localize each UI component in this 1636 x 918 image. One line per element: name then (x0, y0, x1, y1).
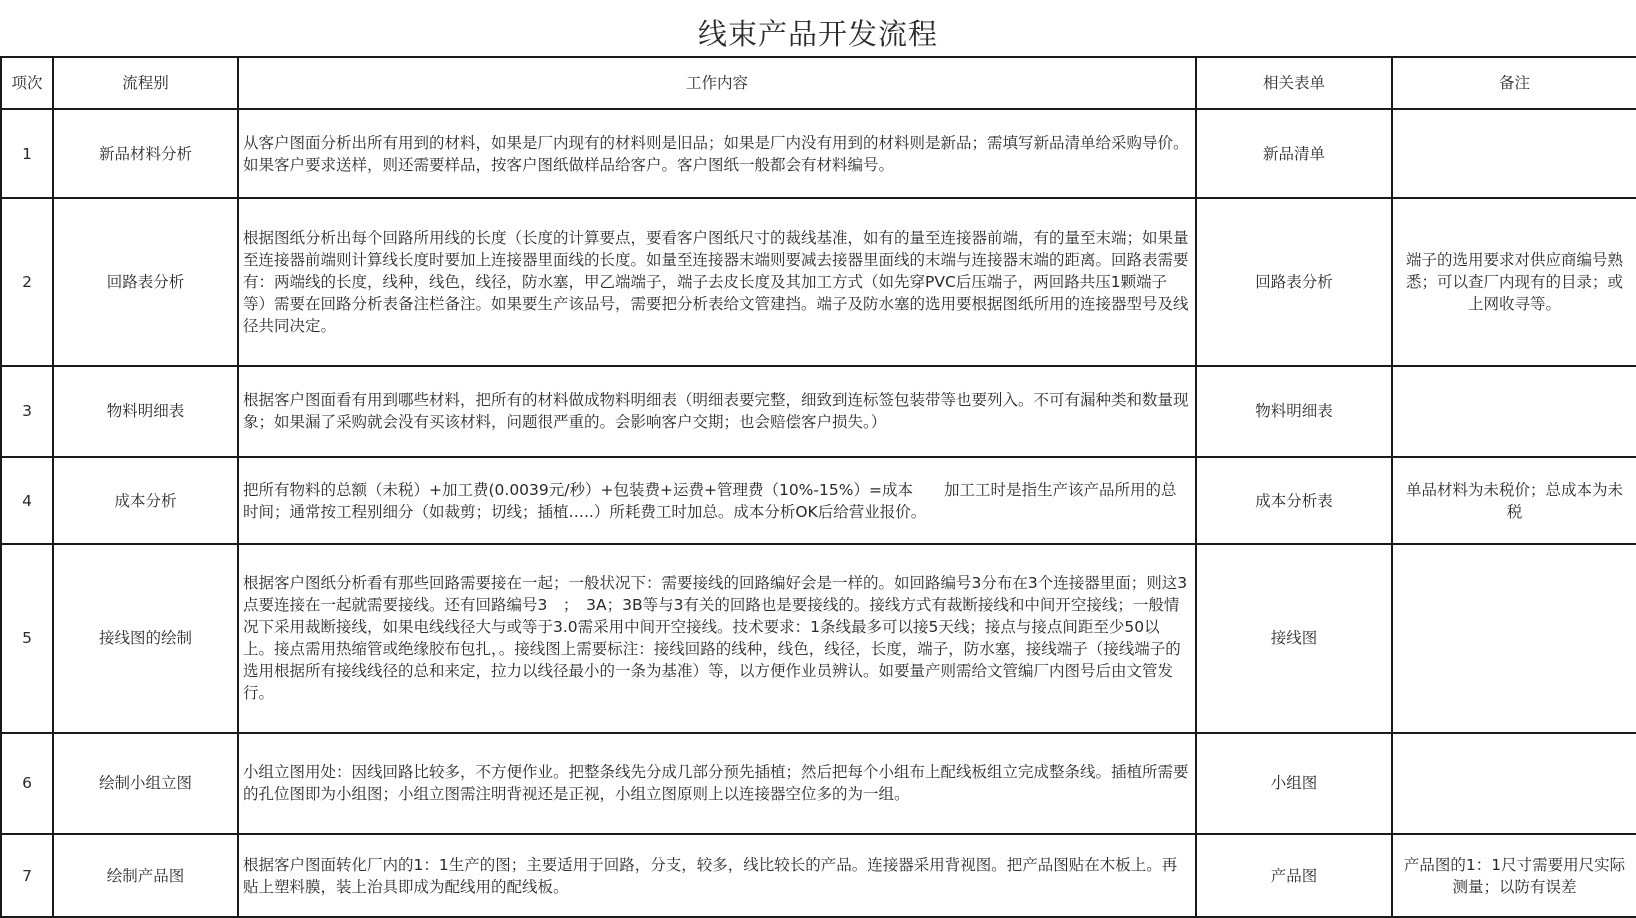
table-row (1, 457, 1636, 544)
row-forms: 小组图 (1196, 733, 1392, 835)
row-process: 回路表分析 (53, 198, 238, 366)
header-forms: 相关表单 (1196, 57, 1392, 109)
row-remarks (1392, 733, 1636, 835)
header-index: 项次 (1, 57, 53, 109)
row-remarks (1392, 544, 1636, 733)
table-row (1, 544, 1636, 733)
header-process: 流程别 (53, 57, 238, 109)
row-content: 把所有物料的总额（未税）+加工费(0.0039元/秒）+包装费+运费+管理费（10%-15%）=成本 加工工时是指生产该产品所用的总时间；通常按工程别细分（如裁剪；切线；插植…..）所耗费工时加总。成本分析OK后给营业报价。 (238, 457, 1196, 544)
row-forms: 新品清单 (1196, 109, 1392, 198)
row-forms: 接线图 (1196, 544, 1392, 733)
row-index: 3 (1, 366, 53, 457)
row-process: 成本分析 (53, 457, 238, 544)
table-row (1, 733, 1636, 835)
row-content: 根据客户图纸分析看有那些回路需要接在一起；一般状况下：需要接线的回路编好会是一样的。如回路编号3分布在3个连接器里面；则这3点要连接在一起就需要接线。还有回路编号3 ； 3A；3B等与3有关的回路也是要接线的。接线方式有裁断接线和中间开空接线；一般情况下采用裁断接线，如果电线线径大与或等于3.0需采用中间开空接线。技术要求：1条线最多可以接5天线；接点与接点间距至少50以上。接点需用热缩管或绝缘胶布包扎，。接线图上需要标注：接线回路的线种，线色，线径，长度，端子，防水塞，接线端子（接线端子的选用根据所有接线线径的总和来定，拉力以线径最小的一条为基准）等，以方便作业员辨认。如要量产则需给文管编厂内图号后由文管发行。 (238, 544, 1196, 733)
row-process: 绘制产品图 (53, 834, 238, 917)
row-index: 7 (1, 834, 53, 917)
row-process: 物料明细表 (53, 366, 238, 457)
row-remarks (1392, 109, 1636, 198)
header-row (1, 57, 1636, 109)
row-forms: 回路表分析 (1196, 198, 1392, 366)
header-content: 工作内容 (238, 57, 1196, 109)
row-forms: 产品图 (1196, 834, 1392, 917)
table-row (1, 109, 1636, 198)
row-process: 绘制小组立图 (53, 733, 238, 835)
row-content: 小组立图用处：因线回路比较多，不方便作业。把整条线先分成几部分预先插植；然后把每个小组布上配线板组立完成整条线。插植所需要的孔位图即为小组图；小组立图需注明背视还是正视，小组立图原则上以连接器空位多的为一组。 (238, 733, 1196, 835)
header-remarks: 备注 (1392, 57, 1636, 109)
row-index: 1 (1, 109, 53, 198)
row-forms: 成本分析表 (1196, 457, 1392, 544)
row-remarks: 产品图的1：1尺寸需要用尺实际测量；以防有误差 (1392, 834, 1636, 917)
table-row (1, 366, 1636, 457)
row-process: 接线图的绘制 (53, 544, 238, 733)
row-index: 5 (1, 544, 53, 733)
process-table (0, 56, 1636, 918)
row-content: 根据客户图面转化厂内的1：1生产的图；主要适用于回路，分支，较多，线比较长的产品。连接器采用背视图。把产品图贴在木板上。再贴上塑料膜，装上治具即成为配线用的配线板。 (238, 834, 1196, 917)
row-content: 从客户图面分析出所有用到的材料，如果是厂内现有的材料则是旧品；如果是厂内没有用到的材料则是新品；需填写新品清单给采购导价。如果客户要求送样，则还需要样品，按客户图纸做样品给客户。客户图纸一般都会有材料编号。 (238, 109, 1196, 198)
page-title: 线束产品开发流程 (697, 17, 938, 51)
row-remarks (1392, 366, 1636, 457)
row-process: 新品材料分析 (53, 109, 238, 198)
row-remarks: 端子的选用要求对供应商编号熟悉；可以查厂内现有的目录；或上网收寻等。 (1392, 198, 1636, 366)
table-row (1, 834, 1636, 917)
row-index: 6 (1, 733, 53, 835)
row-index: 2 (1, 198, 53, 366)
row-index: 4 (1, 457, 53, 544)
row-content: 根据客户图面看有用到哪些材料，把所有的材料做成物料明细表（明细表要完整，细致到连标签包装带等也要列入。不可有漏种类和数量现象；如果漏了采购就会没有买该材料，问题很严重的。会影响客户交期；也会赔偿客户损失。） (238, 366, 1196, 457)
row-content: 根据图纸分析出每个回路所用线的长度（长度的计算要点，要看客户图纸尺寸的裁线基准，如有的量至连接器前端，有的量至末端；如果量至连接器前端则计算线长度时要加上连接器里面线的长度。如量至连接器末端则要减去接器里面线的末端与连接器末端的距离。回路表需要有：两端线的长度，线种，线色，线径，防水塞，甲乙端端子，端子去皮长度及其加工方式（如先穿PVC后压端子，两回路共压1颗端子等）需要在回路分析表备注栏备注。如果要生产该品号，需要把分析表给文管建挡。端子及防水塞的选用要根据图纸所用的连接器型号及线径共同决定。 (238, 198, 1196, 366)
table-row (1, 198, 1636, 366)
row-remarks: 单品材料为未税价；总成本为未税 (1392, 457, 1636, 544)
row-forms: 物料明细表 (1196, 366, 1392, 457)
